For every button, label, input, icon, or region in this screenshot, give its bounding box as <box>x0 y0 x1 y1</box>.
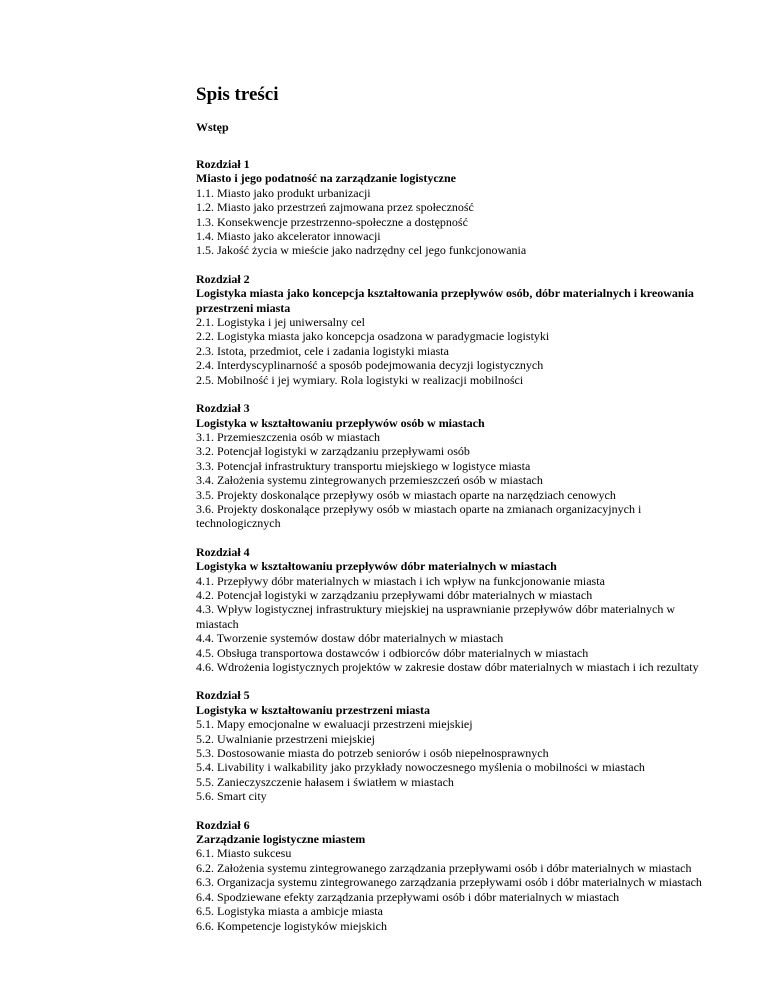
chapter-label: Rozdział 6 <box>196 817 250 832</box>
chapter-section <box>196 688 716 803</box>
page-title: Spis treści <box>196 84 279 105</box>
toc-item: 6.5. Logistyka miasta a ambicje miasta <box>196 904 383 919</box>
toc-item: 6.3. Organizacja systemu zintegrowanego zarządzania przepływami osób i dóbr materialnych w miastach <box>196 875 702 890</box>
chapter-items <box>196 846 716 932</box>
toc-item: 4.1. Przepływy dóbr materialnych w miastach i ich wpływ na funkcjonowanie miasta <box>196 573 605 588</box>
chapter-items <box>196 574 716 675</box>
toc-item: 3.6. Projekty doskonalące przepływy osób w miastach oparte na zmianach organizacyjnych i technologicznych <box>196 501 642 531</box>
toc-item: 2.1. Logistyka i jej uniwersalny cel <box>196 315 365 330</box>
chapter-section <box>196 401 716 531</box>
chapter-section <box>196 818 716 933</box>
toc-item: 5.1. Mapy emocjonalne w ewaluacji przestrzeni miejskiej <box>196 717 473 732</box>
toc-item: 2.3. Istota, przedmiot, cele i zadania logistyki miasta <box>196 343 449 358</box>
chapter-label: Rozdział 3 <box>196 401 250 416</box>
toc-item: 3.5. Projekty doskonalące przepływy osób w miastach oparte na narzędziach cenowych <box>196 487 616 502</box>
toc-item: 1.5. Jakość życia w mieście jako nadrzędny cel jego funkcjonowania <box>196 243 527 258</box>
chapter-title: Miasto i jego podatność na zarządzanie logistyczne <box>196 171 456 186</box>
document-page <box>196 84 716 947</box>
chapter-section <box>196 272 716 387</box>
toc-item: 3.4. Założenia systemu zintegrowanych przemieszczeń osób w miastach <box>196 473 543 488</box>
chapter-section <box>196 157 716 258</box>
toc-item: 2.4. Interdyscyplinarność a sposób podejmowania decyzji logistycznych <box>196 358 544 373</box>
chapters-list <box>196 157 716 933</box>
toc-item: 4.6. Wdrożenia logistycznych projektów w zakresie dostaw dóbr materialnych w miastach i ich rezultaty <box>196 660 699 674</box>
chapter-label: Rozdział 2 <box>196 271 250 286</box>
toc-item: 6.1. Miasto sukcesu <box>196 846 292 861</box>
intro-heading: Wstęp <box>196 120 229 134</box>
toc-item: 3.3. Potencjał infrastruktury transportu miejskiego w logistyce miasta <box>196 458 531 473</box>
chapter-label: Rozdział 1 <box>196 157 250 171</box>
toc-item: 5.6. Smart city <box>196 789 267 804</box>
toc-item: 4.2. Potencjał logistyki w zarządzaniu przepływami dóbr materialnych w miastach <box>196 587 593 602</box>
toc-item: 2.5. Mobilność i jej wymiary. Rola logistyki w realizacji mobilności <box>196 372 524 387</box>
chapter-section <box>196 545 716 675</box>
chapter-title: Zarządzanie logistyczne miastem <box>196 832 366 847</box>
toc-item: 6.4. Spodziewane efekty zarządzania przepływami osób i dóbr materialnych w miastach <box>196 889 620 904</box>
chapter-items <box>196 186 716 258</box>
chapter-items <box>196 430 716 531</box>
toc-item: 5.5. Zanieczyszczenie hałasem i światłem w miastach <box>196 774 454 789</box>
toc-item: 6.2. Założenia systemu zintegrowanego zarządzania przepływami osób i dóbr materialnych w miastach <box>196 860 692 875</box>
toc-item: 1.4. Miasto jako akcelerator innowacji <box>196 229 381 244</box>
chapter-title: Logistyka w kształtowaniu przepływów dóbr materialnych w miastach <box>196 559 557 574</box>
toc-item: 5.3. Dostosowanie miasta do potrzeb seniorów i osób niepełnosprawnych <box>196 746 549 761</box>
toc-item: 5.4. Livability i walkability jako przykłady nowoczesnego myślenia o mobilności w miastach <box>196 760 645 775</box>
toc-item: 3.1. Przemieszczenia osób w miastach <box>196 429 380 444</box>
chapter-title: Logistyka miasta jako koncepcja kształtowania przepływów osób, dóbr materialnych i kreowania przestrzeni miasta <box>196 286 694 315</box>
toc-item: 3.2. Potencjał logistyki w zarządzaniu przepływami osób <box>196 444 470 459</box>
chapter-items <box>196 717 716 803</box>
chapter-label: Rozdział 4 <box>196 544 250 559</box>
chapter-title: Logistyka w kształtowaniu przestrzeni miasta <box>196 702 430 717</box>
toc-item: 5.2. Uwalnianie przestrzeni miejskiej <box>196 731 375 746</box>
chapter-label: Rozdział 5 <box>196 688 250 703</box>
chapter-title: Logistyka w kształtowaniu przepływów osób w miastach <box>196 415 485 430</box>
toc-item: 2.2. Logistyka miasta jako koncepcja osadzona w paradygmacie logistyki <box>196 329 550 344</box>
chapter-items <box>196 315 716 387</box>
toc-item: 4.5. Obsługa transportowa dostawców i odbiorców dóbr materialnych w miastach <box>196 645 589 660</box>
toc-item: 1.2. Miasto jako przestrzeń zajmowana przez społeczność <box>196 200 474 215</box>
toc-item: 1.1. Miasto jako produkt urbanizacji <box>196 185 371 200</box>
toc-item: 4.4. Tworzenie systemów dostaw dóbr materialnych w miastach <box>196 631 504 646</box>
toc-item: 6.6. Kompetencje logistyków miejskich <box>196 918 387 933</box>
toc-item: 1.3. Konsekwencje przestrzenno-społeczne a dostępność <box>196 214 468 229</box>
toc-item: 4.3. Wpływ logistycznej infrastruktury miejskiej na usprawnianie przepływów dóbr materialnych w miastach <box>196 602 675 631</box>
